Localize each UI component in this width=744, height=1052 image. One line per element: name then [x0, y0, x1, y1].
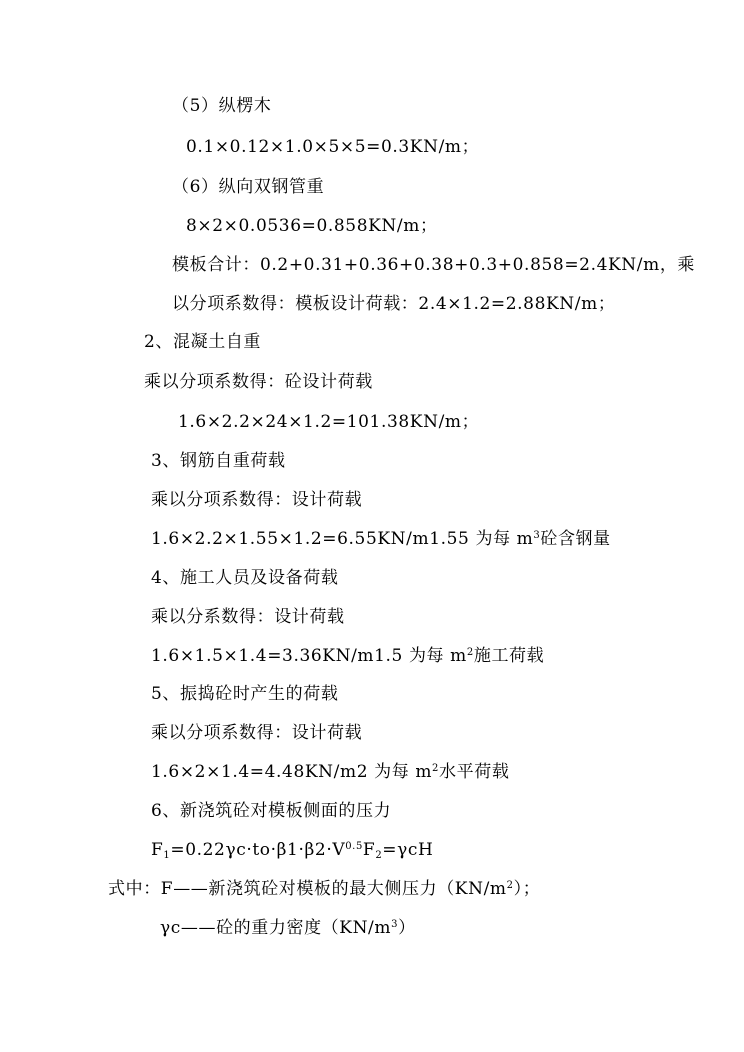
superscript: 2 — [432, 763, 440, 774]
text-line — [160, 918, 416, 938]
text-line: （6）纵向双钢管重 — [172, 177, 325, 197]
text-part: γc——砼的重力密度（KN/m — [160, 918, 392, 938]
text-line: 以分项系数得：模板设计荷载：2.4×1.2=2.88KN/m； — [172, 294, 616, 314]
text-line — [151, 529, 611, 549]
text-line — [151, 762, 509, 782]
text-line: （5）纵楞木 — [172, 96, 272, 116]
superscript: 0.5 — [345, 841, 363, 852]
text-line: 乘以分项系数得：设计荷载 — [151, 490, 363, 510]
text-part: F — [362, 840, 376, 860]
subscript: 2 — [375, 850, 383, 861]
section-heading: 6、新浇筑砼对模板侧面的压力 — [151, 801, 392, 821]
text-line: 乘以分系数得：设计荷载 — [151, 607, 345, 627]
section-heading: 4、施工人员及设备荷载 — [151, 568, 339, 588]
text-line: 1.6×2.2×24×1.2=101.38KN/m； — [178, 412, 480, 432]
text-line — [151, 646, 544, 666]
section-heading: 2、混凝土自重 — [144, 332, 262, 352]
text-line: 乘以分项系数得：设计荷载 — [151, 723, 363, 743]
text-part: 式中：F——新浇筑砼对模板的最大侧压力（KN/m — [108, 879, 507, 899]
text-part: ） — [398, 918, 416, 938]
text-part: 砼含钢量 — [540, 529, 611, 549]
text-part: 1.6×2.2×1.55×1.2=6.55KN/m1.55 为每 m — [151, 529, 534, 549]
superscript: 3 — [391, 919, 399, 930]
text-part: =0.22γc·to·β1·β2·V — [170, 840, 346, 860]
text-part: ）； — [513, 879, 541, 899]
text-line: 模板合计：0.2+0.31+0.36+0.38+0.3+0.858=2.4KN/m，乘 — [172, 255, 696, 275]
text-part: 1.6×1.5×1.4=3.36KN/m1.5 为每 m — [151, 646, 467, 666]
text-part: 施工荷载 — [473, 646, 545, 666]
text-part: 1.6×2×1.4=4.48KN/m2 为每 m — [151, 762, 433, 782]
text-line — [108, 879, 540, 899]
text-part: F — [151, 840, 164, 860]
text-line: 0.1×0.12×1.0×5×5=0.3KN/m； — [186, 137, 480, 157]
text-part: 水平荷载 — [439, 762, 510, 782]
subscript: 1 — [163, 850, 171, 861]
text-part: =γcH — [382, 840, 434, 860]
text-line: 8×2×0.0536=0.858KN/m； — [186, 216, 438, 236]
formula-line — [151, 840, 433, 860]
superscript: 3 — [533, 530, 541, 541]
section-heading: 5、振捣砼时产生的荷载 — [151, 684, 339, 704]
section-heading: 3、钢筋自重荷载 — [151, 451, 286, 471]
superscript: 2 — [506, 880, 514, 891]
text-line: 乘以分项系数得：砼设计荷载 — [144, 372, 373, 392]
superscript: 2 — [466, 647, 474, 658]
